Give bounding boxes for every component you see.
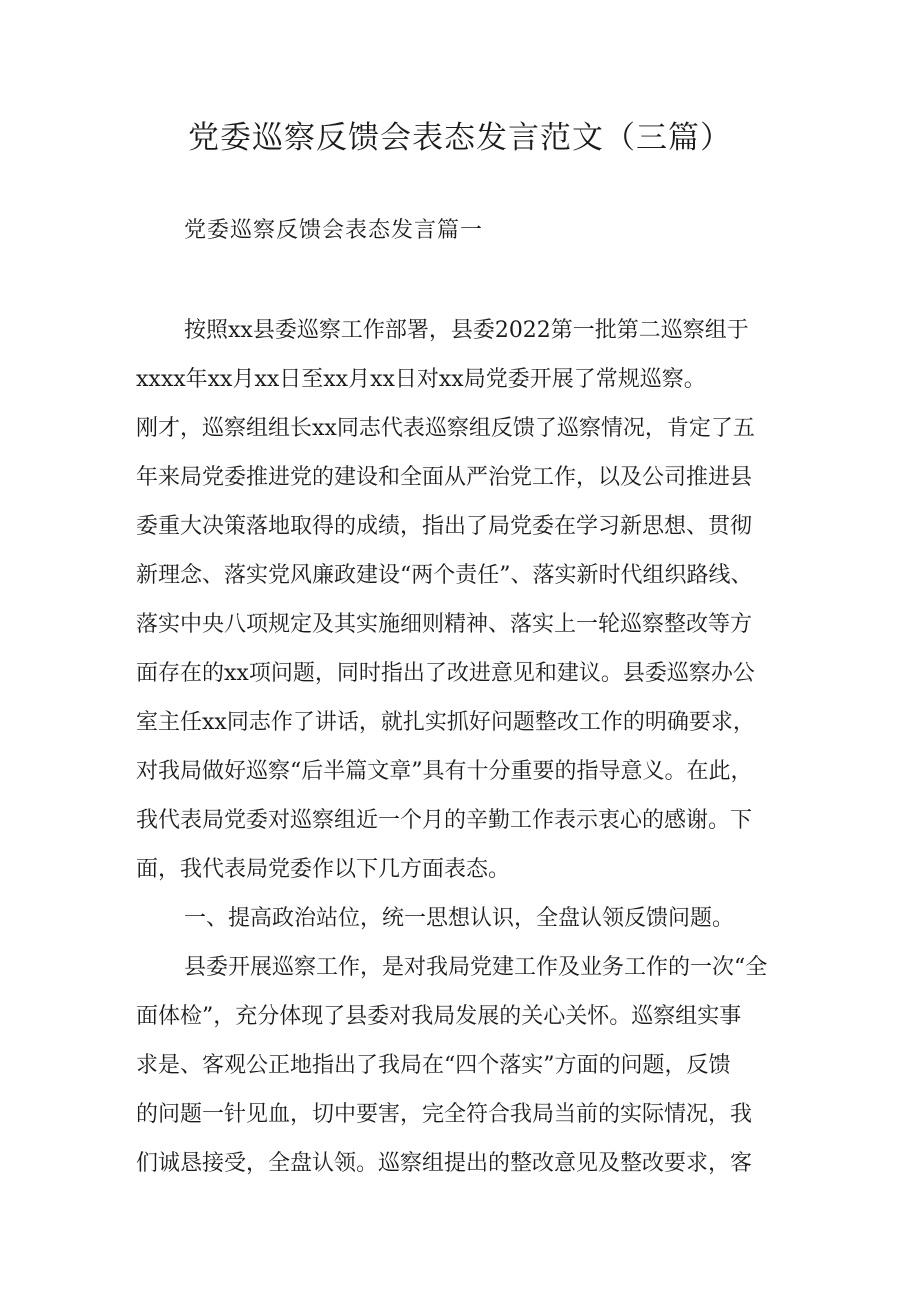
paragraph-line: 按照xx县委巡察工作部署，县委2022第一批第二巡察组于 — [184, 318, 749, 343]
section-heading: 党委巡察反馈会表态发言篇一 — [184, 218, 484, 243]
paragraph-line: 委重大决策落地取得的成绩，指出了局党委在学习新思想、贯彻 — [136, 514, 753, 539]
paragraph-line: 年来局党委推进党的建设和全面从严治党工作，以及公司推进县 — [136, 465, 753, 490]
paragraph-line: 求是、客观公正地指出了我局在“四个落实”方面的问题，反馈 — [136, 1053, 731, 1078]
paragraph-line: xxxx年xx月xx日至xx月xx日对xx局党委开展了常规巡察。 — [136, 367, 706, 392]
paragraph-line: 我代表局党委对巡察组近一个月的辛勤工作表示衷心的感谢。下 — [136, 808, 753, 833]
paragraph-line: 刚才，巡察组组长xx同志代表巡察组反馈了巡察情况，肯定了五 — [136, 416, 755, 441]
subheading-line: 一、提高政治站位，统一思想认识，全盘认领反馈问题。 — [184, 906, 735, 931]
paragraph-line: 新理念、落实党风廉政建设“两个责任”、落实新时代组织路线、 — [136, 563, 753, 588]
paragraph-line: 面，我代表局党委作以下几方面表态。 — [136, 857, 511, 882]
document-title: 党委巡察反馈会表态发言范文（三篇） — [188, 120, 732, 156]
paragraph-line: 的问题一针见血，切中要害，完全符合我局当前的实际情况，我 — [136, 1102, 753, 1127]
paragraph-line: 对我局做好巡察“后半篇文章”具有十分重要的指导意义。在此， — [136, 759, 753, 784]
paragraph-line: 面体检”，充分体现了县委对我局发展的关心关怀。巡察组实事 — [136, 1004, 742, 1029]
paragraph-line: 们诚恳接受，全盘认领。巡察组提出的整改意见及整改要求，客 — [136, 1151, 753, 1176]
paragraph-line: 室主任xx同志作了讲话，就扎实抓好问题整改工作的明确要求， — [136, 710, 755, 735]
paragraph-line: 面存在的xx项问题，同时指出了改进意见和建议。县委巡察办公 — [136, 661, 755, 686]
paragraph-line: 县委开展巡察工作，是对我局党建工作及业务工作的一次“全 — [184, 955, 768, 980]
paragraph-line: 落实中央八项规定及其实施细则精神、落实上一轮巡察整改等方 — [136, 612, 753, 637]
